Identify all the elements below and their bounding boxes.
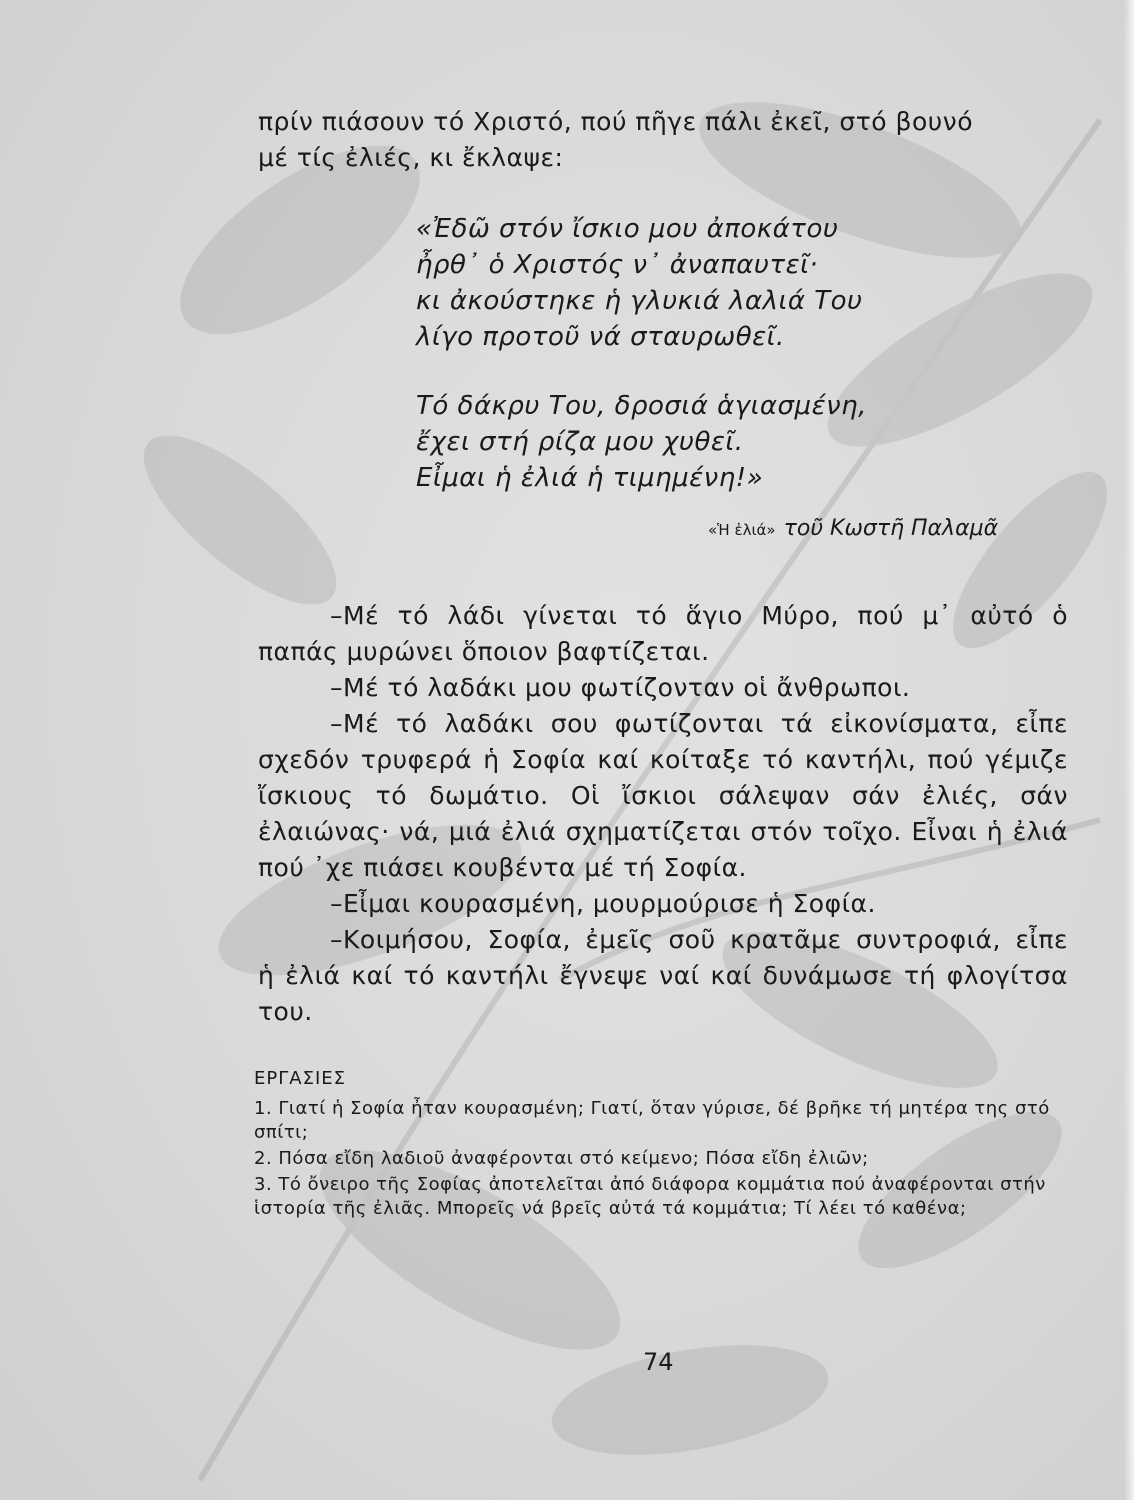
exercise-item: 2. Πόσα εἴδη λαδιοῦ ἀναφέρονται στό κείμενο; Πόσα εἴδη ἐλιῶν; (254, 1148, 869, 1169)
poem-line: Εἶμαι ἡ ἐλιά ἡ τιμημένη!» (416, 463, 764, 493)
text-line: ἴσκιους τό δωμάτιο. Οἱ ἴσκιοι σάλεψαν σάν ἐλιές, σάν (258, 781, 1068, 810)
poem-line: λίγο προτοῦ νά σταυρωθεῖ. (416, 322, 785, 352)
text-line: ἐλαιώνας· νά, μιά ἐλιά σχηματίζεται στόν τοῖχο. Εἶναι ἡ ἐλιά (258, 817, 1068, 846)
text-line: ἡ ἐλιά καί τό καντήλι ἔγνεψε ναί καί δυνάμωσε τή φλογίτσα (258, 961, 1068, 990)
text-line: σχεδόν τρυφερά ἡ Σοφία καί κοίταξε τό καντήλι, πού γέμιζε (258, 745, 1068, 774)
poem-stanza-1 (416, 211, 863, 355)
exercise-item: 1. Γιατί ἡ Σοφία ἦταν κουρασμένη; Γιατί, ὅταν γύρισε, δέ βρῆκε τή μητέρα της στό σπίτι; (254, 1098, 1050, 1143)
page-number: 74 (643, 1348, 674, 1376)
text-line: –Μέ τό λάδι γίνεται τό ἅγιο Μύρο, πού μ᾽ αὐτό ὁ (330, 601, 1068, 630)
text-line: μέ τίς ἐλιές, κι ἔκλαψε: (258, 143, 564, 172)
text-line: –Μέ τό λαδάκι σου φωτίζονται τά εἰκονίσματα, εἶπε (330, 709, 1068, 738)
poem-attribution (708, 516, 998, 541)
poem-line: ἦρθ᾽ ὁ Χριστός ν᾽ ἀναπαυτεῖ· (416, 250, 819, 280)
exercises-heading: ΕΡΓΑΣΙΕΣ (254, 1068, 346, 1089)
exercises-list (254, 1097, 1066, 1223)
poem-stanza-2 (416, 388, 867, 496)
text-line: του. (258, 997, 313, 1026)
text-line: –Κοιμήσου, Σοφία, ἐμεῖς σοῦ κρατᾶμε συντροφιά, εἶπε (330, 925, 1068, 954)
poem-author: τοῦ Κωστῆ Παλαμᾶ (783, 516, 999, 541)
poem-title: «Ἡ ἐλιά» (708, 521, 776, 539)
text-line: –Μέ τό λαδάκι μου φωτίζονταν οἱ ἄνθρωποι. (330, 673, 911, 702)
poem-line: Τό δάκρυ Του, δροσιά ἁγιασμένη, (416, 391, 867, 421)
poem-line: ἔχει στή ρίζα μου χυθεῖ. (416, 427, 744, 457)
exercise-item: 3. Τό ὄνειρο τῆς Σοφίας ἀποτελεῖται ἀπό διάφορα κομμάτια πού ἀναφέρονται στήν ἱστορία τῆς ἐλιᾶς. Μπορεῖς νά βρεῖς αὐτά τά κομμάτια; Τί λέει τό καθένα; (254, 1174, 1046, 1219)
text-line: πρίν πιάσουν τό Χριστό, πού πῆγε πάλι ἐκεῖ, στό βουνό (258, 107, 974, 136)
poem-line: «Ἐδῶ στόν ἴσκιο μου ἀποκάτου (416, 214, 839, 244)
text-line: –Εἶμαι κουρασμένη, μουρμούρισε ἡ Σοφία. (330, 889, 876, 918)
poem-line: κι ἀκούστηκε ἡ γλυκιά λαλιά Του (416, 286, 863, 316)
text-line: πού ᾽χε πιάσει κουβέντα μέ τή Σοφία. (258, 853, 747, 882)
dialogue-paragraphs (258, 598, 1068, 1030)
page-edge (1124, 0, 1134, 1500)
opening-paragraph (258, 104, 1068, 176)
text-line: παπάς μυρώνει ὅποιον βαφτίζεται. (258, 637, 710, 666)
